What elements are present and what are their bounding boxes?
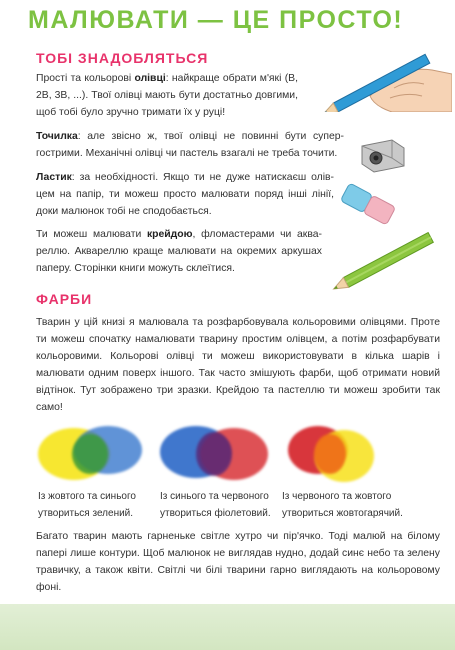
yellow-blue-sample xyxy=(34,416,148,488)
text-part: Прості та кольорові xyxy=(36,73,135,84)
hand-with-pencil-icon xyxy=(312,44,452,112)
paragraph-pencils xyxy=(36,70,298,121)
caption-green: Із жовтого та синього утвориться зелений. xyxy=(38,491,136,519)
green-pencil-icon xyxy=(326,228,452,290)
term-eraser: Ластик xyxy=(36,172,72,183)
paragraph-sharpener xyxy=(36,128,344,162)
paragraph-light-animals: Багато тварин мають гарненьке світле хутро чи пір'ячко. Тоді малюй на білому папері лише контури. Щоб малюнок не виглядав нудно, додай синє небо та зелену травичку, а також квіти. Світлі чи білі тварини гарно виглядають на кольоровому фоні. xyxy=(36,531,440,593)
eraser-icon xyxy=(336,180,400,228)
caption-orange: Із червоного та жовтого утвориться жовтогарячий. xyxy=(282,491,403,519)
term-pencils: олівці xyxy=(134,73,166,84)
caption-purple: Із синього та червоного утвориться фіолетовий. xyxy=(160,491,271,519)
bottom-band xyxy=(0,604,455,650)
term-crayon: крейдою xyxy=(146,229,193,240)
blue-red-sample xyxy=(156,416,274,488)
paragraph-eraser xyxy=(36,169,334,220)
section-heading-paints: ФАРБИ xyxy=(36,291,93,307)
red-yellow-sample xyxy=(284,416,376,488)
text-part: : найкраще обрати м'які (В, 2В, 3В, ...). Твої олівці мають бути достатньо довгими, щоб тобі було зручно тримати їх у руці! xyxy=(36,73,298,118)
page-title: МАЛЮВАТИ — ЦЕ ПРОСТО! xyxy=(28,6,404,34)
term-sharpener: Точилка xyxy=(36,131,78,142)
text-part: Ти можеш малювати xyxy=(36,229,147,240)
paragraph-paints: Тварин у цій книзі я малювала та розфарбовувала кольоровими олівцями. Проте ти можеш спочатку намалювати тварину простим олівцем, а потім розфарбувати кольоровими. Кольорові олівці ти можеш використовувати в кілька шарів і малювати одним поверх іншого. Так часто змішують фарби, щоб отримати новий відтінок. Тут зображено три зразки. Крейдою та пастеллю ти можеш зробити так само! xyxy=(36,317,440,413)
text-part: , фломастерами чи аква-реллю. Аквареллю краще малювати на окремих аркушах паперу. Сторінки книги можуть склеїтися. xyxy=(36,229,322,274)
text-part: : за необхідності. Якщо ти не дуже натискаєш олів-цем на папір, ти можеш просто малювати поряд інші лінії, доки малюнок тобі не сподобається. xyxy=(36,172,334,217)
paragraph-crayon xyxy=(36,226,322,277)
section-heading-supplies: ТОБІ ЗНАДОБЛЯТЬСЯ xyxy=(36,50,209,66)
sharpener-icon xyxy=(358,134,412,176)
text-part: : але звісно ж, твої олівці не повинні бути супер-гострими. Механічні олівці чи пастель взагалі не треба точити. xyxy=(36,131,344,159)
